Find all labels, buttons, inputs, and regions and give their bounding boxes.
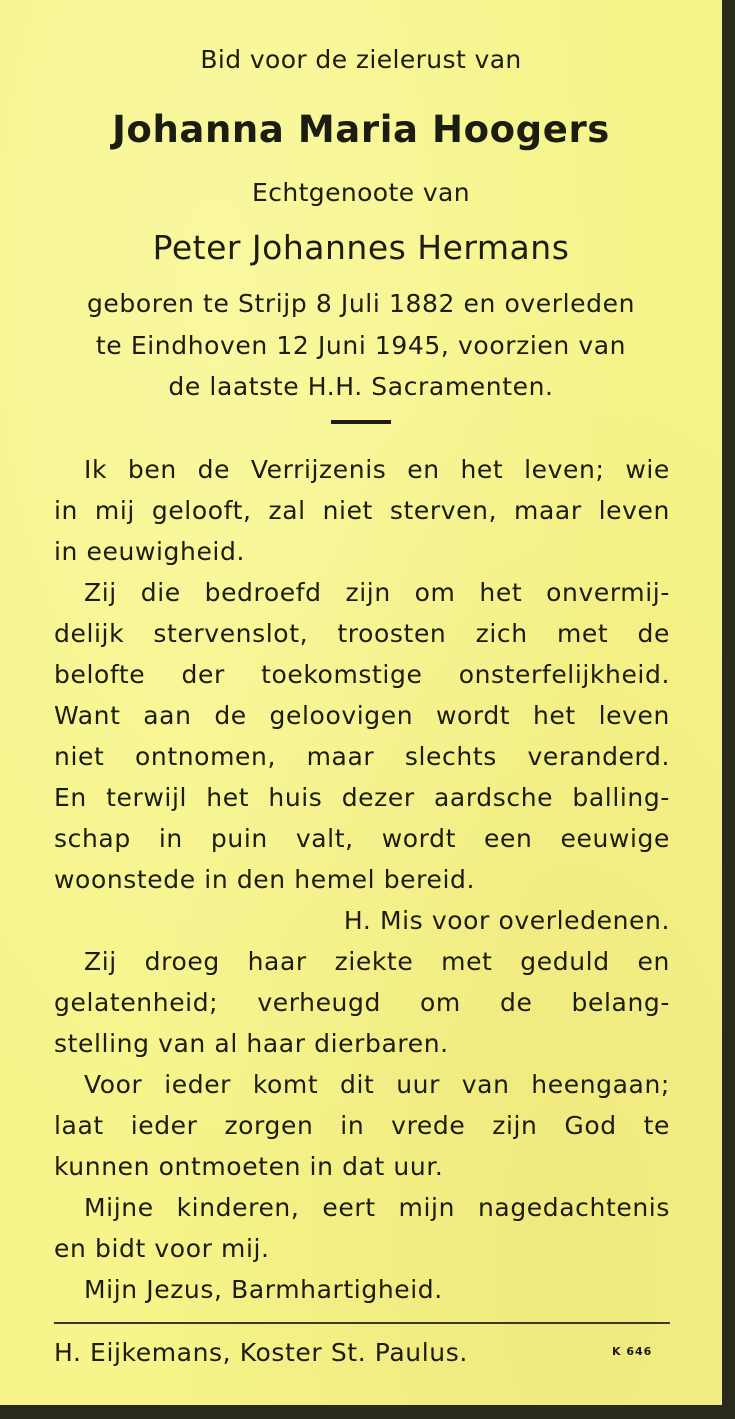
text-line: in eeuwigheid.	[54, 537, 245, 566]
text-word: zich	[475, 619, 528, 648]
divider-short	[331, 420, 391, 424]
text-word: zorgen	[224, 1111, 314, 1140]
text-word: veranderd.	[527, 742, 670, 771]
text-word: slechts	[404, 742, 497, 771]
text-word: wordt	[435, 701, 511, 730]
text-word: uur	[396, 1070, 440, 1099]
text-word: leven	[598, 496, 670, 525]
text-word: verheugd	[257, 988, 381, 1017]
divider-long	[54, 1322, 670, 1324]
text-line	[54, 742, 670, 771]
text-word: aardsche	[433, 783, 554, 812]
text-word: en	[407, 455, 440, 484]
text-line	[84, 1193, 670, 1222]
text-word: belofte	[54, 660, 146, 689]
text-word: laat	[54, 1111, 104, 1140]
text-word: maar	[306, 742, 375, 771]
text-word: zal	[268, 496, 306, 525]
text-word: onvermij-	[546, 578, 670, 607]
card-code: K 646	[612, 1345, 653, 1358]
text-line	[84, 947, 670, 976]
quote-source: H. Mis voor overledenen.	[343, 906, 670, 935]
text-word: met	[441, 947, 493, 976]
text-word: God	[564, 1111, 617, 1140]
text-word: Zij	[84, 578, 117, 607]
text-word: aan	[143, 701, 192, 730]
text-word: balling-	[572, 783, 670, 812]
life-line-3: de laatste H.H. Sacramenten.	[168, 372, 554, 401]
text-word: terwijl	[106, 783, 188, 812]
text-word: valt,	[295, 824, 354, 853]
printer-credit: H. Eijkemans, Koster St. Paulus.	[54, 1338, 468, 1367]
prayer-heading: Bid voor de zielerust van	[200, 45, 522, 74]
text-word: niet	[322, 496, 373, 525]
text-word: dezer	[341, 783, 415, 812]
text-word: ieder	[130, 1111, 198, 1140]
text-word: dit	[340, 1070, 375, 1099]
text-word: mijn	[398, 1193, 456, 1222]
text-word: het	[206, 783, 250, 812]
text-word: Mijne	[84, 1193, 154, 1222]
text-word: zijn	[345, 578, 391, 607]
text-line: woonstede in den hemel bereid.	[54, 865, 476, 894]
scan-edge-bottom	[0, 1405, 735, 1419]
text-word: belang-	[571, 988, 670, 1017]
text-line: stelling van al haar dierbaren.	[54, 1029, 449, 1058]
text-word: stervenslot,	[153, 619, 309, 648]
text-line	[54, 660, 670, 689]
text-word: in	[340, 1111, 365, 1140]
text-word: ontnomen,	[134, 742, 276, 771]
text-word: de	[197, 455, 231, 484]
spouse-name: Peter Johannes Hermans	[152, 228, 570, 267]
text-word: sterven,	[389, 496, 498, 525]
text-word: in	[158, 824, 183, 853]
text-word: leven;	[524, 455, 605, 484]
text-word: huis	[268, 783, 323, 812]
text-word: gelatenheid;	[54, 988, 219, 1017]
text-word: leven	[598, 701, 670, 730]
text-word: die	[140, 578, 181, 607]
text-word: vrede	[391, 1111, 466, 1140]
text-word: het	[479, 578, 523, 607]
text-word: komt	[252, 1070, 319, 1099]
life-line-1: geboren te Strijp 8 Juli 1882 en overleden	[86, 289, 636, 318]
text-word: in	[54, 496, 78, 525]
text-line	[54, 783, 670, 812]
text-line	[84, 1070, 670, 1099]
text-line	[54, 701, 670, 730]
text-line	[54, 619, 670, 648]
text-word: eeuwige	[560, 824, 670, 853]
text-word: mij	[94, 496, 135, 525]
text-word: de	[637, 619, 670, 648]
text-word: gelooft,	[151, 496, 252, 525]
spouse-intro: Echtgenoote van	[252, 178, 470, 207]
text-word: En	[54, 783, 87, 812]
text-word: droeg	[144, 947, 220, 976]
text-word: om	[420, 988, 461, 1017]
text-word: toekomstige	[261, 660, 423, 689]
life-line-2: te Eindhoven 12 Juni 1945, voorzien van	[95, 331, 627, 360]
text-word: schap	[54, 824, 131, 853]
text-word: en	[637, 947, 670, 976]
text-word: kinderen,	[176, 1193, 300, 1222]
text-line	[54, 496, 670, 525]
text-word: geloovigen	[269, 701, 414, 730]
text-line	[54, 824, 670, 853]
scan-edge-right	[722, 0, 735, 1419]
closing-invocation: Mijn Jezus, Barmhartigheid.	[84, 1275, 443, 1304]
text-word: het	[460, 455, 504, 484]
text-word: der	[181, 660, 225, 689]
text-word: troosten	[337, 619, 447, 648]
text-word: ieder	[164, 1070, 232, 1099]
text-line	[84, 455, 670, 484]
text-word: niet	[54, 742, 105, 771]
text-word: delijk	[54, 619, 125, 648]
text-word: puin	[210, 824, 268, 853]
text-word: wordt	[381, 824, 456, 853]
text-word: zijn	[492, 1111, 538, 1140]
text-word: Voor	[84, 1070, 143, 1099]
text-word: eert	[322, 1193, 376, 1222]
text-word: de	[499, 988, 533, 1017]
text-word: Ik	[84, 455, 108, 484]
deceased-name: Johanna Maria Hoogers	[112, 108, 610, 151]
text-line	[54, 988, 670, 1017]
text-word: ziekte	[334, 947, 414, 976]
text-word: onsterfelijkheid.	[458, 660, 670, 689]
text-word: heengaan;	[531, 1070, 670, 1099]
text-word: een	[484, 824, 533, 853]
text-word: de	[214, 701, 247, 730]
text-word: Verrijzenis	[250, 455, 387, 484]
text-word: Zij	[84, 947, 117, 976]
text-word: bedroefd	[204, 578, 322, 607]
text-word: Want	[54, 701, 121, 730]
text-word: om	[414, 578, 456, 607]
text-word: ben	[127, 455, 177, 484]
text-word: van	[461, 1070, 510, 1099]
text-word: wie	[625, 455, 670, 484]
text-line	[54, 1111, 670, 1140]
text-word: haar	[247, 947, 307, 976]
text-line: kunnen ontmoeten in dat uur.	[54, 1152, 444, 1181]
text-word: met	[556, 619, 609, 648]
text-line: en bidt voor mij.	[54, 1234, 270, 1263]
text-line	[84, 578, 670, 607]
text-word: te	[643, 1111, 670, 1140]
text-word: maar	[514, 496, 582, 525]
text-word: het	[532, 701, 576, 730]
text-word: nagedachtenis	[477, 1193, 670, 1222]
text-word: geduld	[520, 947, 610, 976]
